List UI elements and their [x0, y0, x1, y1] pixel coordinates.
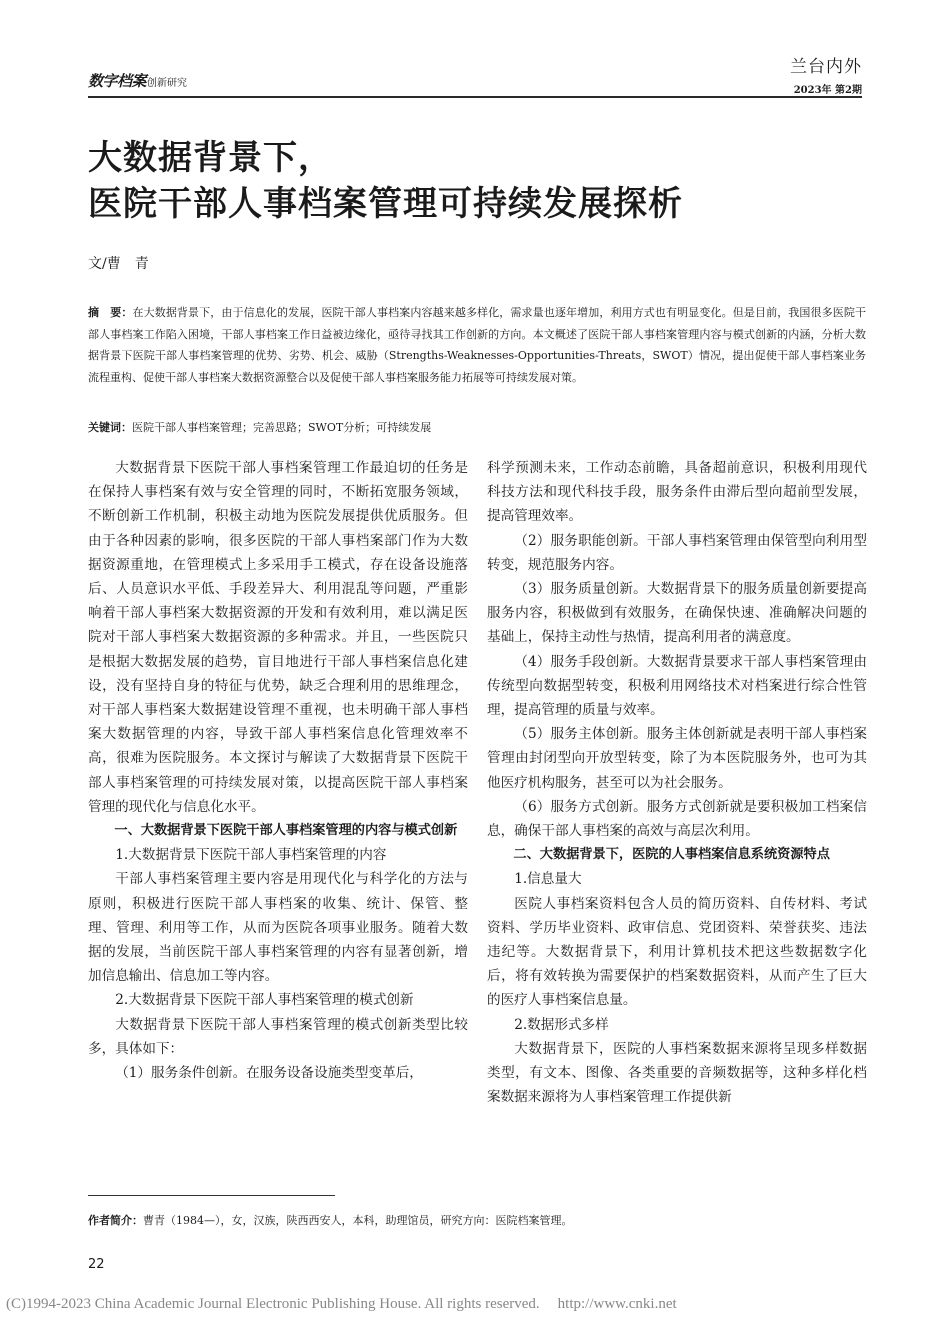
journal-name: 兰台内外 — [790, 57, 862, 77]
paragraph: 医院人事档案资料包含人员的简历资料、自传材料、考试资料、学历毕业资料、政审信息、党团资料、荣誉获奖、违法违纪等。大数据背景下，利用计算机技术把这些数据数字化后，将有效转换为需要保护的档案数据资料，从而产生了巨大的医疗人事档案信息量。 — [487, 895, 867, 1009]
paragraph: （1）服务条件创新。在服务设备设施类型变革后， — [115, 1065, 423, 1082]
paragraph: （5）服务主体创新。服务主体创新就是表明干部人事档案管理由封闭型向开放型转变，除了为本医院服务外，也可为其他医疗机构服务，甚至可以为社会服务。 — [487, 726, 867, 791]
article-title — [88, 135, 683, 227]
journal-info — [790, 52, 862, 96]
footnote-text: 曹青（1984—），女，汉族，陕西西安人，本科，助理馆员，研究方向：医院档案管理。 — [143, 1214, 573, 1227]
abstract-label: 摘 要： — [88, 306, 133, 319]
journal-issue: 2023年 第2期 — [793, 85, 862, 96]
brand-logo: 数字档案 — [88, 72, 147, 90]
keywords-text: 医院干部人事档案管理；完善思路；SWOT分析；可持续发展 — [132, 421, 432, 434]
abstract — [88, 302, 866, 388]
abstract-text: 在大数据背景下，由于信息化的发展，医院干部人事档案内容越来越多样化，需求量也逐年增加，利用方式也有明显变化。但是目前，我国很多医院干部人事档案工作陷入困境，干部人事档案工作日益被边缘化，亟待寻找其工作创新的方向。本文概述了医院干部人事档案管理内容与模式创新的内涵，分析大数据背景下医院干部人事档案管理的优势、劣势、机会、威胁（Strengths-Weaknesses-Opportunities-Threats，SWOT）情况，提出促使干部人事档案业务流程重构、促使干部人事档案大数据资源整合以及促使干部人事档案服务能力拓展等可持续发展对策。 — [88, 306, 866, 384]
title-line-1: 大数据背景下， — [88, 138, 333, 178]
left-column — [88, 456, 468, 1085]
section-heading: 二、大数据背景下，医院的人事档案信息系统资源特点 — [513, 847, 830, 863]
paragraph: （6）服务方式创新。服务方式创新就是要积极加工档案信息，确保干部人事档案的高效与高层次利用。 — [487, 798, 867, 840]
keywords-label: 关键词： — [88, 421, 132, 434]
paragraph: 大数据背景下，医院的人事档案数据来源将呈现多样数据类型，有文本、图像、各类重要的音频数据等，这种多样化档案数据来源将为人事档案管理工作提供新 — [487, 1040, 867, 1106]
keywords — [88, 419, 431, 435]
copyright-url: http://www.cnki.net — [557, 1296, 677, 1312]
copyright-text: (C)1994-2023 China Academic Journal Electronic Publishing House. All rights reserved. — [6, 1296, 540, 1312]
paragraph: （2）服务职能创新。干部人事档案管理由保管型向利用型转变，规范服务内容。 — [487, 532, 867, 573]
subsection-heading: 1.信息量大 — [514, 871, 582, 888]
subsection-heading: 2.数据形式多样 — [514, 1016, 609, 1033]
paragraph: 大数据背景下医院干部人事档案管理工作最迫切的任务是在保持人事档案有效与安全管理的同时，不断拓宽服务领域，不断创新工作机制，积极主动地为医院发展提供优质服务。但由于各种因素的影响，很多医院的干部人事档案部门作为大数据资源重地，在管理模式上多采用手工模式，存在设备设施落后、人员意识水平低、手段差异大、利用混乱等问题，严重影响着干部人事档案大数据资源的开发和有效利用，难以满足医院对干部人事档案大数据资源的多种需求。并且，一些医院只是根据大数据发展的趋势，盲目地进行干部人事档案信息化建设，没有坚持自身的特征与优势，缺乏合理利用的思维理念，对干部人事档案大数据建设管理不重视，也未明确干部人事档案大数据管理的内容，导致干部人事档案信息化管理效率不高，很难为医院服务。本文探讨与解读了大数据背景下医院干部人事档案管理的可持续发展对策，以提高医院干部人事档案管理的现代化与信息化水平。 — [88, 460, 468, 815]
paragraph: 科学预测未来，工作动态前瞻，具备超前意识，积极利用现代科技方法和现代科技手段，服务条件由滞后型向超前型发展，提高管理效率。 — [487, 460, 867, 525]
section-heading: 一、大数据背景下医院干部人事档案管理的内容与模式创新 — [114, 823, 458, 839]
page-number: 22 — [88, 1257, 105, 1272]
right-column — [487, 456, 867, 1109]
paragraph: 干部人事档案管理主要内容是用现代化与科学化的方法与原则，积极进行医院干部人事档案的收集、统计、保管、整理、管理、利用等工作，从而为医院各项事业服务。随着大数据的发展，当前医院干部人事档案管理的内容有显著创新，增加信息输出、信息加工等内容。 — [88, 871, 468, 985]
author-line: 文/曹 青 — [88, 256, 149, 272]
footnote-divider — [88, 1195, 335, 1196]
paragraph: （4）服务手段创新。大数据背景要求干部人事档案管理由传统型向数据型转变，积极利用网络技术对档案进行综合性管理，提高管理的质量与效率。 — [487, 653, 867, 719]
footnote-label: 作者简介： — [88, 1214, 143, 1227]
author-footnote — [88, 1212, 573, 1228]
journal-brand — [88, 70, 187, 91]
header-divider — [88, 96, 862, 98]
subsection-heading: 1.大数据背景下医院干部人事档案管理的内容 — [115, 847, 387, 864]
copyright-line — [6, 1296, 677, 1313]
subsection-heading: 2.大数据背景下医院干部人事档案管理的模式创新 — [115, 992, 414, 1009]
paragraph: （3）服务质量创新。大数据背景下的服务质量创新要提高服务内容，积极做到有效服务，在确保快速、准确解决问题的基础上，保持主动性与热情，提高利用者的满意度。 — [487, 581, 867, 646]
brand-subtitle: 创新研究 — [147, 78, 188, 89]
paragraph: 大数据背景下医院干部人事档案管理的模式创新类型比较多，具体如下： — [88, 1016, 468, 1057]
title-line-2: 医院干部人事档案管理可持续发展探析 — [88, 184, 683, 224]
